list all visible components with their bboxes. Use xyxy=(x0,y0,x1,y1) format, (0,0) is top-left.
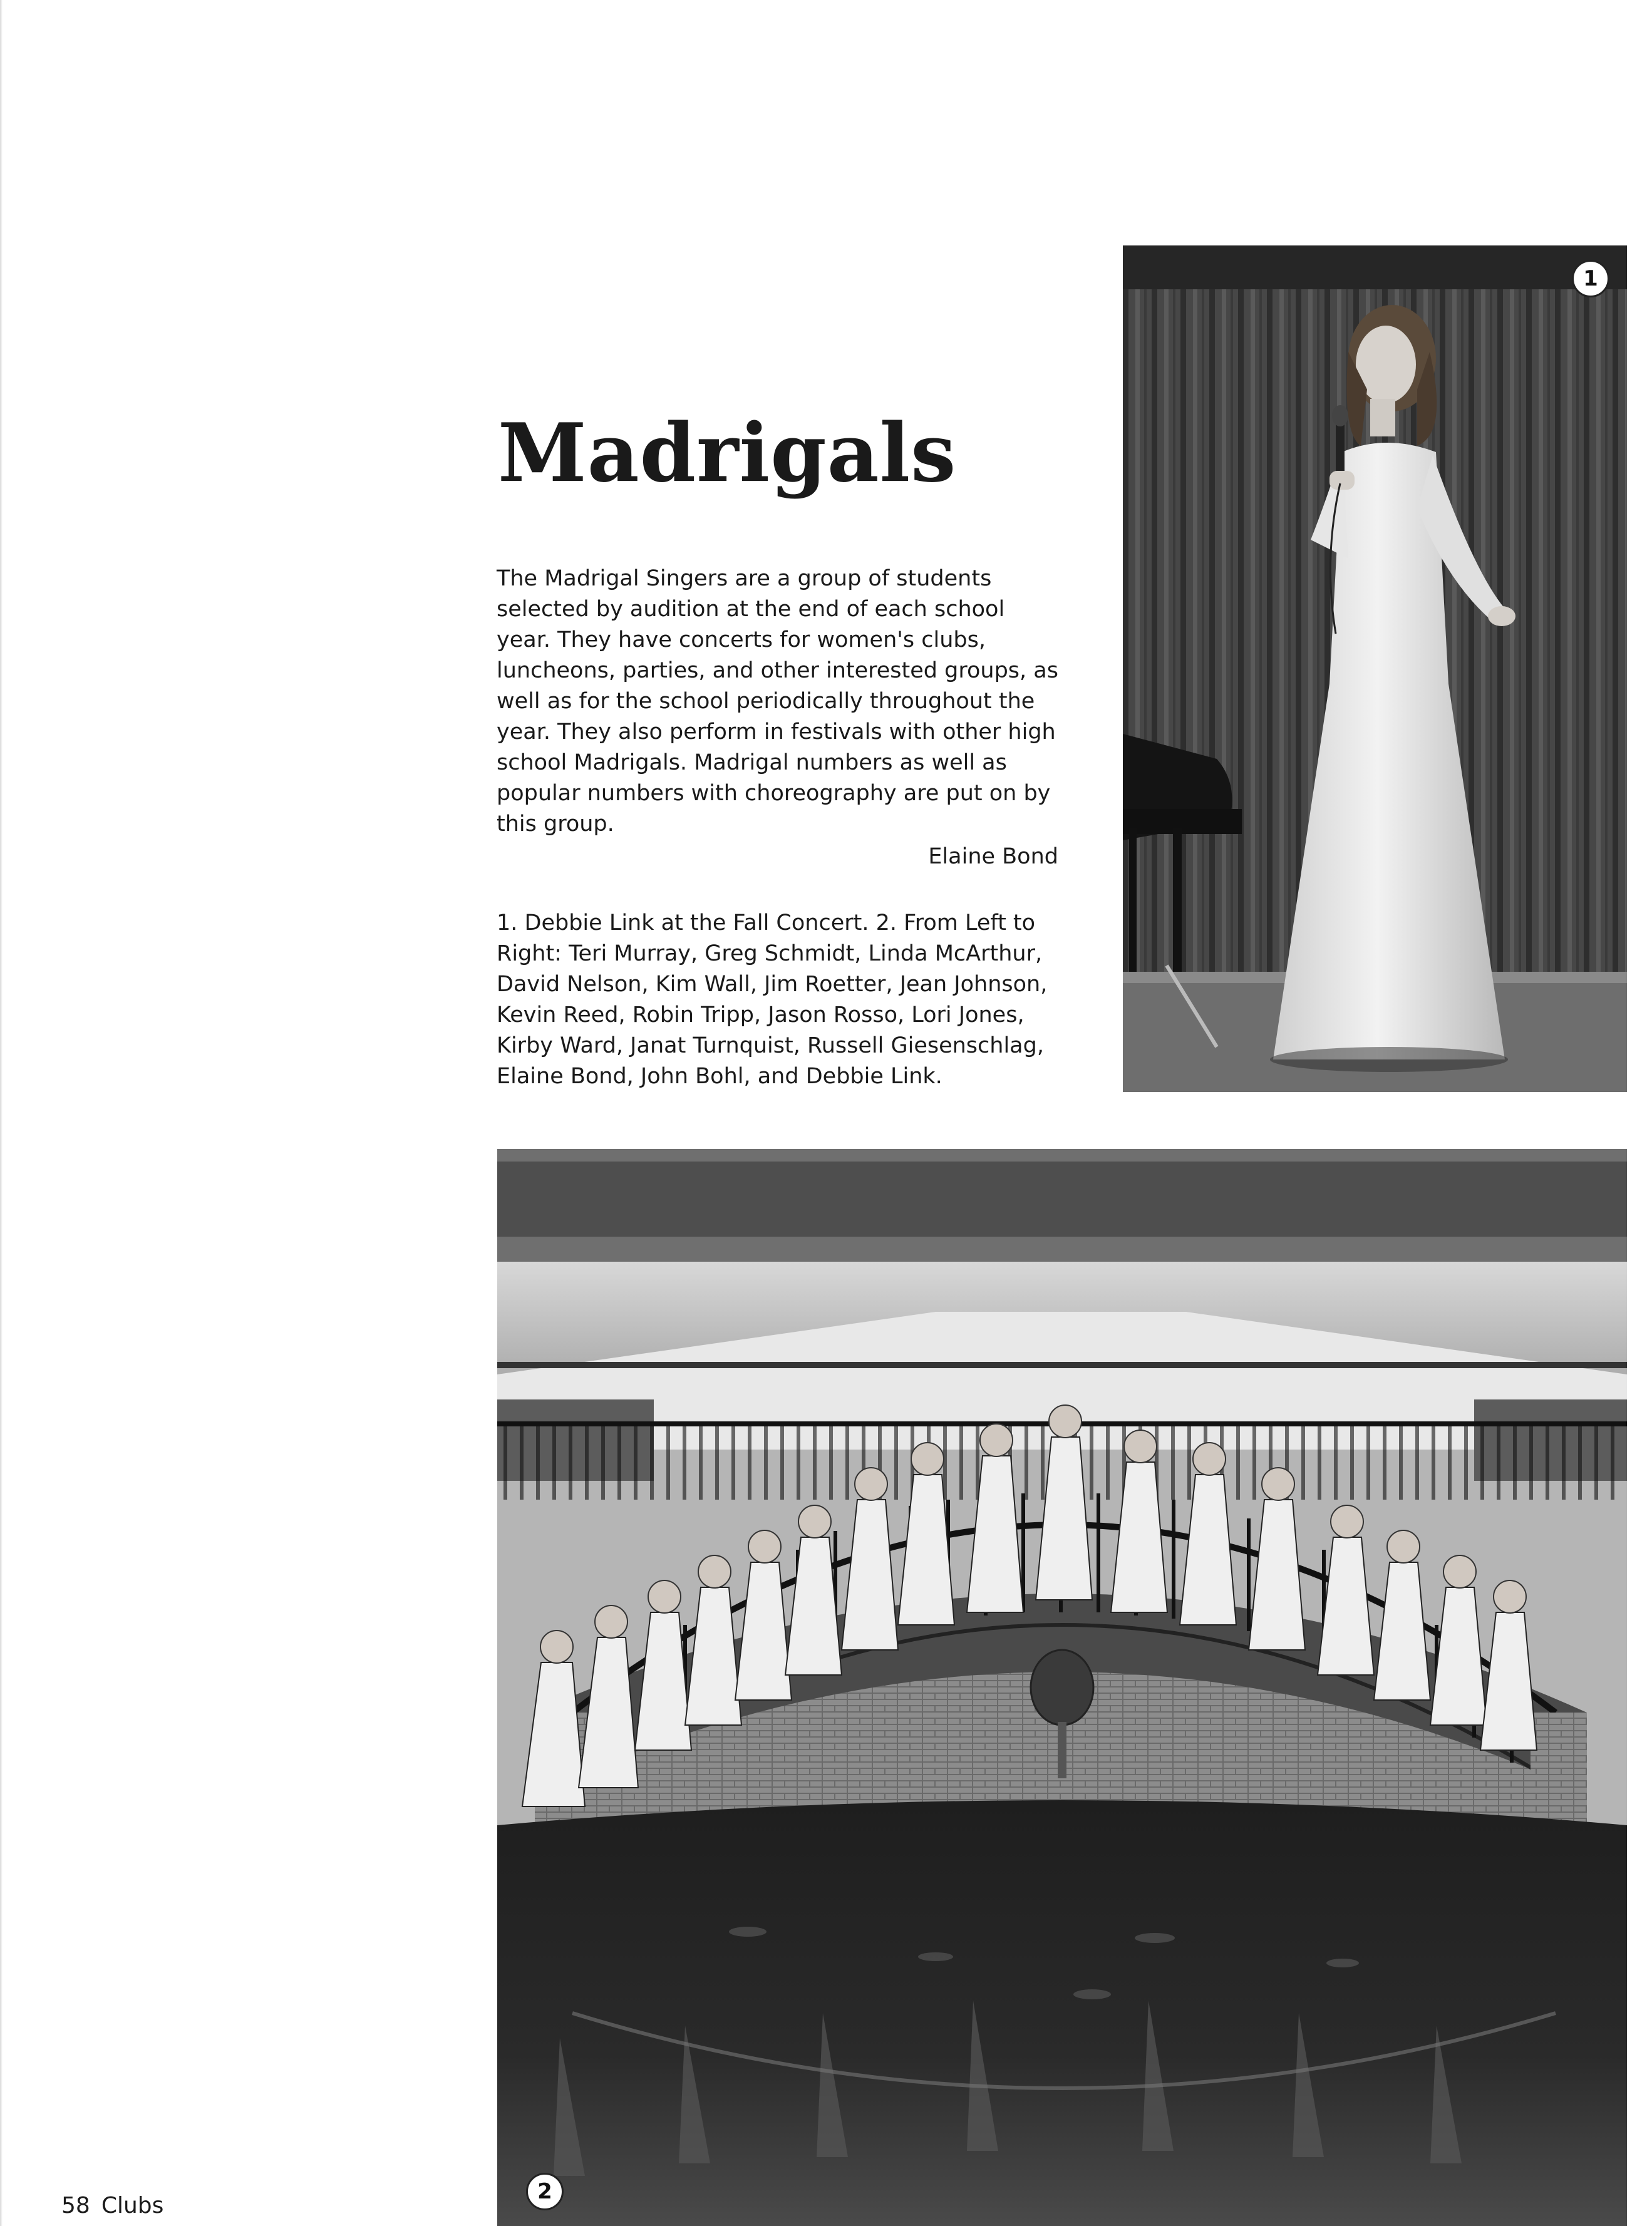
group-photo-illustration xyxy=(497,1149,1627,2226)
photo-number-badge: 2 xyxy=(526,2173,564,2210)
singer-photo-illustration xyxy=(1123,245,1627,1092)
photo-singer-on-stage xyxy=(1123,245,1627,1092)
author-byline: Elaine Bond xyxy=(928,844,1058,869)
section-name: Clubs xyxy=(101,2193,164,2218)
article-body: The Madrigal Singers are a group of students selected by audition at the end of each school year. They have concerts for women's clubs, luncheons, parties, and other interested groups, as well as for the school periodically throughout the year. They also perform in festivals with other high school Madrigals. Madrigal numbers as well as popular numbers with choreography are put on by this group. xyxy=(497,566,1058,837)
page-footer xyxy=(61,2193,175,2218)
photo-group-on-bridge xyxy=(497,1149,1627,2226)
page-title: Madrigals xyxy=(498,406,957,500)
photo-caption: 1. Debbie Link at the Fall Concert. 2. From Left to Right: Teri Murray, Greg Schmidt, Linda McArthur, David Nelson, Kim Wall, Jim Roetter, Jean Johnson, Kevin Reed, Robin Tripp, Jason Rosso, Lori Jones, Kirby Ward, Janat Turnquist, Russell Giesenschlag, Elaine Bond, John Bohl, and Debbie Link. xyxy=(497,910,1048,1089)
page-number: 58 xyxy=(61,2193,90,2218)
page-edge xyxy=(0,0,3,2226)
photo-number-badge: 1 xyxy=(1572,260,1609,297)
